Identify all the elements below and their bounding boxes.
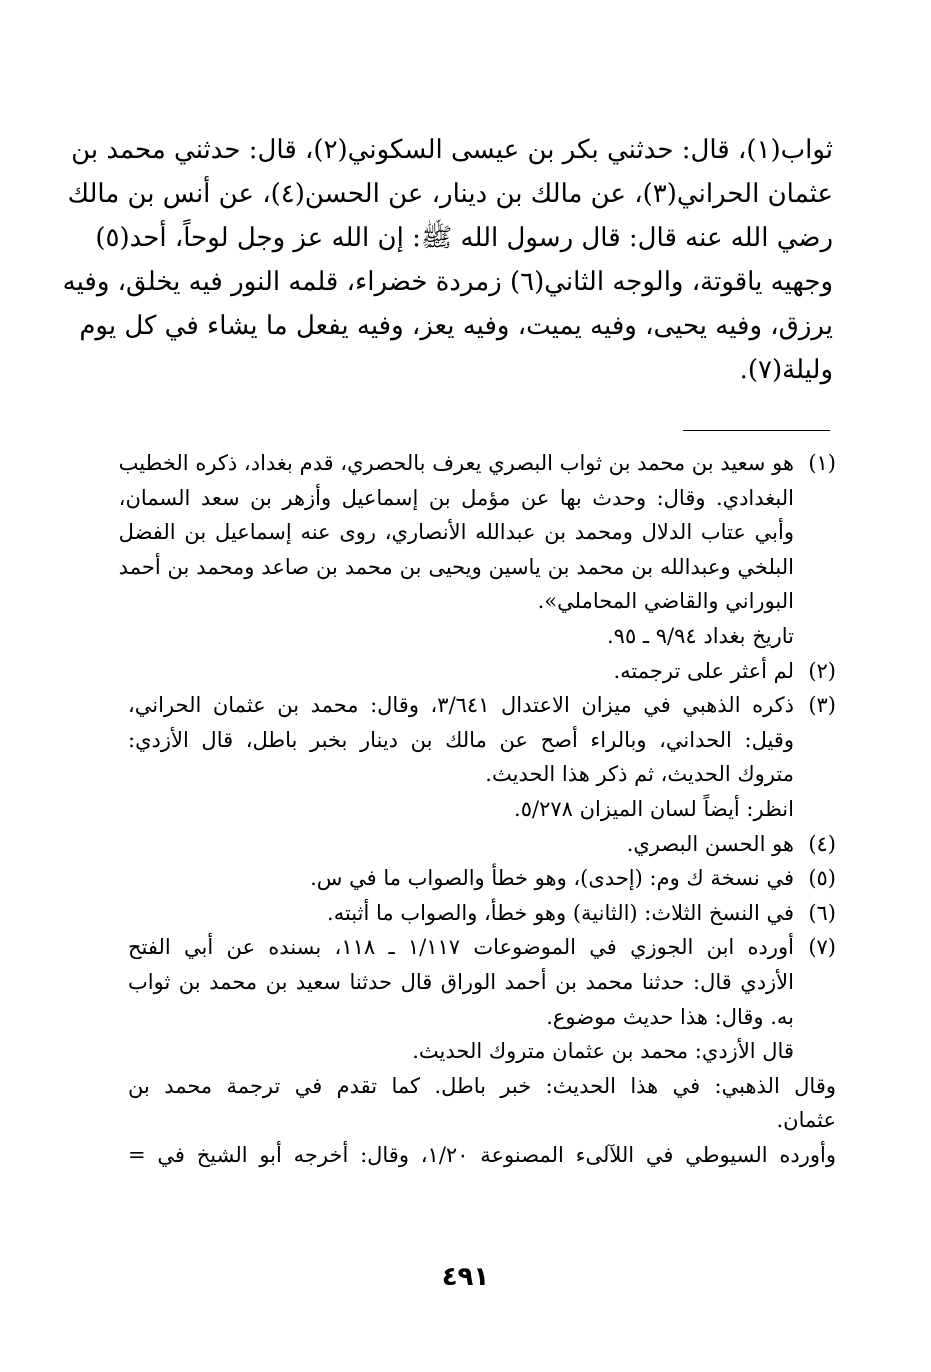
footnote-line: وأبي عتاب الدلال ومحمد بن عبدالله الأنصاري، روى عنه إسماعيل بن الفضل (118, 520, 794, 545)
footnote-continuation-line: وقال الذهبي: في هذا الحديث: خبر باطل. كما تقدم في ترجمة محمد بن (128, 1073, 836, 1098)
footnote-line: هو سعيد بن محمد بن ثواب البصري يعرف بالحصري، قدم بغداد، ذكره الخطيب (118, 451, 794, 475)
footnote-number: (٧) (808, 935, 836, 960)
footnote-line: في نسخة ك وم: (إحدى)، وهو خطأ والصواب ما في س. (310, 866, 794, 891)
footnote-body (128, 896, 794, 931)
footnote-number: (٤) (808, 831, 836, 856)
footnote-body (128, 654, 794, 689)
footnote-continuation-line: عثمان. (776, 1108, 836, 1133)
footnote-2 (128, 654, 836, 689)
footnote-line: هو الحسن البصري. (626, 831, 794, 856)
footnote-line: وقيل: الحداني، وبالراء أصح عن مالك بن دينار بخبر باطل، قال الأزدي: (128, 727, 794, 752)
main-text-block (62, 128, 833, 392)
footnote-line: قال الأزدي: محمد بن عثمان متروك الحديث. (412, 1039, 794, 1064)
footnote-continuation-line: وأورده السيوطي في اللآلىء المصنوعة ١/٢٠، وقال: أخرجه أبو الشيخ في = (128, 1142, 836, 1167)
footnote-7 (128, 930, 836, 1068)
footnote-line: انظر: أيضاً لسان الميزان ٥/٢٧٨. (514, 796, 794, 821)
footnote-body (119, 446, 794, 654)
footnote-body (128, 827, 794, 862)
footnote-4 (128, 827, 836, 862)
footnote-number: (١) (808, 451, 836, 475)
footnotes-section (118, 446, 836, 1172)
main-line: وليلة(٧). (739, 355, 833, 385)
main-line: رضي الله عنه قال: قال رسول الله ﷺ: إن الله عز وجل لوحاً، أحد(٥) (95, 223, 833, 253)
footnote-number: (٣) (808, 693, 836, 718)
main-line: ثواب(١)، قال: حدثني بكر بن عيسى السكوني(٢)، قال: حدثني محمد بن (71, 135, 833, 165)
footnote-line: الأزدي قال: حدثنا محمد بن أحمد الوراق قال حدثنا سعيد بن محمد بن ثواب (128, 969, 794, 994)
footnote-line: البوراني والقاضي المحاملي». (537, 589, 794, 614)
main-line: وجهيه ياقوتة، والوجه الثاني(٦) زمردة خضراء، قلمه النور فيه يخلق، وفيه (62, 267, 833, 297)
footnote-5 (128, 861, 836, 896)
footnote-line: تاريخ بغداد ٩/٩٤ ـ ٩٥. (606, 623, 794, 648)
footnote-line: لم أعثر على ترجمته. (613, 658, 794, 683)
footnote-body (128, 688, 794, 826)
footnote-line: ذكره الذهبي في ميزان الاعتدال ٣/٦٤١، وقال: محمد بن عثمان الحراني، (128, 693, 795, 718)
footnote-number: (٢) (808, 658, 836, 683)
footnote-line: أورده ابن الجوزي في الموضوعات ١/١١٧ ـ ١١٨، بسنده عن أبي الفتح (128, 935, 795, 960)
footnote-line: في النسخ الثلاث: (الثانية) وهو خطأ، والصواب ما أثبته. (327, 900, 794, 925)
footnote-line: البلخي وعبدالله بن محمد بن ياسين ويحيى بن محمد بن صاعد ومحمد بن أحمد (118, 554, 794, 579)
page-number: ٤٩١ (441, 1262, 490, 1292)
footnote-3 (128, 688, 836, 826)
footnote-body (128, 930, 794, 1068)
footnote-6 (128, 896, 836, 931)
main-line: يرزق، وفيه يحيى، وفيه يميت، وفيه يعز، وفيه يفعل ما يشاء في كل يوم (79, 311, 833, 341)
footnote-number: (٥) (808, 866, 836, 891)
footnote-line: متروك الحديث، ثم ذكر هذا الحديث. (485, 762, 794, 787)
footnote-separator (683, 430, 830, 431)
footnote-line: به. وقال: هذا حديث موضوع. (546, 1004, 794, 1029)
main-line: عثمان الحراني(٣)، عن مالك بن دينار، عن الحسن(٤)، عن أنس بن مالك (67, 179, 833, 209)
footnote-1 (118, 446, 836, 654)
footnote-line: البغدادي. وقال: وحدث بها عن مؤمل بن إسماعيل وأزهر بن سعد السمان، (118, 485, 794, 510)
footnote-number: (٦) (808, 900, 836, 925)
footnote-body (128, 861, 794, 896)
